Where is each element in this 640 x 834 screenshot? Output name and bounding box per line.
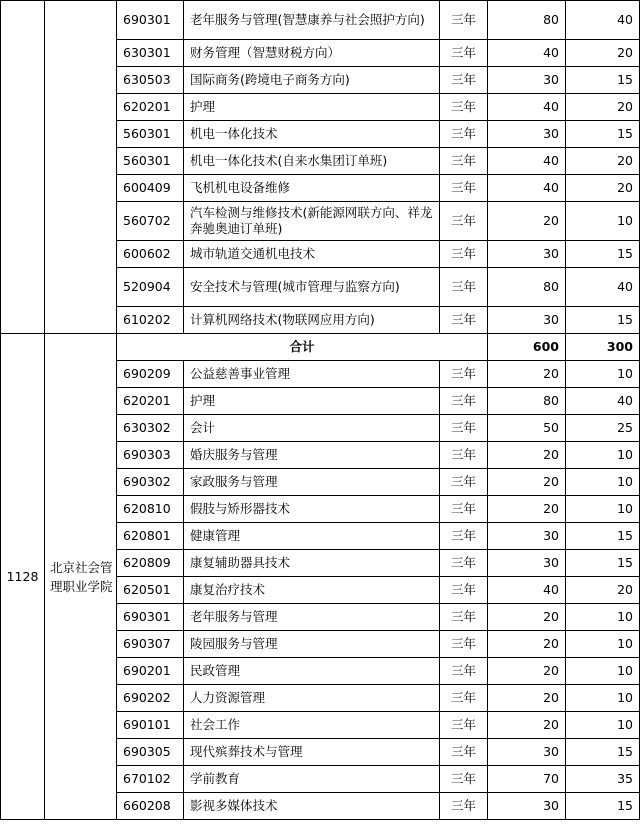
sub-count-cell: 25 xyxy=(566,415,640,442)
major-code-cell: 670102 xyxy=(117,766,184,793)
plan-count-cell: 20 xyxy=(488,361,566,388)
major-name-cell: 机电一体化技术(自来水集团订单班) xyxy=(184,148,440,175)
sub-count-cell: 20 xyxy=(566,94,640,121)
major-name-cell: 影视多媒体技术 xyxy=(184,793,440,820)
major-name-cell: 老年服务与管理 xyxy=(184,604,440,631)
major-code-cell: 620201 xyxy=(117,94,184,121)
seq-number-cell: 1128 xyxy=(1,334,45,820)
plan-count-cell: 30 xyxy=(488,550,566,577)
duration-cell: 三年 xyxy=(440,148,488,175)
major-code-cell: 690302 xyxy=(117,469,184,496)
plan-count-cell: 40 xyxy=(488,175,566,202)
major-name-cell: 护理 xyxy=(184,388,440,415)
major-name-cell: 公益慈善事业管理 xyxy=(184,361,440,388)
duration-cell: 三年 xyxy=(440,442,488,469)
plan-count-cell: 30 xyxy=(488,793,566,820)
major-name-cell: 机电一体化技术 xyxy=(184,121,440,148)
major-name-cell: 现代殡葬技术与管理 xyxy=(184,739,440,766)
plan-count-cell: 80 xyxy=(488,1,566,40)
major-name-cell: 会计 xyxy=(184,415,440,442)
major-name-cell: 婚庆服务与管理 xyxy=(184,442,440,469)
major-code-cell: 690305 xyxy=(117,739,184,766)
duration-cell: 三年 xyxy=(440,739,488,766)
major-code-cell: 560301 xyxy=(117,148,184,175)
major-name-cell: 飞机机电设备维修 xyxy=(184,175,440,202)
sub-count-cell: 10 xyxy=(566,442,640,469)
plan-count-cell: 40 xyxy=(488,40,566,67)
plan-count-cell: 20 xyxy=(488,202,566,241)
major-code-cell: 630503 xyxy=(117,67,184,94)
plan-count-cell: 20 xyxy=(488,442,566,469)
duration-cell: 三年 xyxy=(440,415,488,442)
sub-count-cell: 10 xyxy=(566,202,640,241)
duration-cell: 三年 xyxy=(440,67,488,94)
duration-cell: 三年 xyxy=(440,550,488,577)
major-name-cell: 民政管理 xyxy=(184,658,440,685)
table-body xyxy=(1,1,640,820)
plan-count-cell: 40 xyxy=(488,94,566,121)
sub-count-cell: 15 xyxy=(566,121,640,148)
plan-count-cell: 30 xyxy=(488,67,566,94)
duration-cell: 三年 xyxy=(440,361,488,388)
major-name-cell: 人力资源管理 xyxy=(184,685,440,712)
prev-seq-cell xyxy=(1,1,45,334)
major-name-cell: 家政服务与管理 xyxy=(184,469,440,496)
total-sub-cell: 300 xyxy=(566,334,640,361)
major-name-cell: 康复治疗技术 xyxy=(184,577,440,604)
sub-count-cell: 15 xyxy=(566,550,640,577)
major-code-cell: 620801 xyxy=(117,523,184,550)
sub-count-cell: 15 xyxy=(566,67,640,94)
plan-count-cell: 20 xyxy=(488,712,566,739)
major-code-cell: 690101 xyxy=(117,712,184,739)
sub-count-cell: 10 xyxy=(566,604,640,631)
total-plan-cell: 600 xyxy=(488,334,566,361)
major-code-cell: 690307 xyxy=(117,631,184,658)
institution-name-cell: 北京社会管理职业学院 xyxy=(45,334,117,820)
major-code-cell: 690303 xyxy=(117,442,184,469)
plan-count-cell: 70 xyxy=(488,766,566,793)
major-code-cell: 610202 xyxy=(117,307,184,334)
sub-count-cell: 40 xyxy=(566,268,640,307)
major-name-cell: 国际商务(跨境电子商务方向) xyxy=(184,67,440,94)
plan-count-cell: 20 xyxy=(488,685,566,712)
duration-cell: 三年 xyxy=(440,577,488,604)
sub-count-cell: 20 xyxy=(566,148,640,175)
duration-cell: 三年 xyxy=(440,94,488,121)
table-row xyxy=(1,1,640,40)
major-code-cell: 620501 xyxy=(117,577,184,604)
major-code-cell: 690202 xyxy=(117,685,184,712)
major-name-cell: 安全技术与管理(城市管理与监察方向) xyxy=(184,268,440,307)
sub-count-cell: 15 xyxy=(566,793,640,820)
duration-cell: 三年 xyxy=(440,121,488,148)
duration-cell: 三年 xyxy=(440,766,488,793)
major-name-cell: 汽车检测与维修技术(新能源网联方向、祥龙奔驰奥迪订单班) xyxy=(184,202,440,241)
sub-count-cell: 10 xyxy=(566,712,640,739)
total-row xyxy=(1,334,640,361)
sub-count-cell: 40 xyxy=(566,388,640,415)
duration-cell: 三年 xyxy=(440,469,488,496)
plan-count-cell: 30 xyxy=(488,241,566,268)
sub-count-cell: 10 xyxy=(566,685,640,712)
plan-count-cell: 30 xyxy=(488,739,566,766)
duration-cell: 三年 xyxy=(440,175,488,202)
major-code-cell: 520904 xyxy=(117,268,184,307)
duration-cell: 三年 xyxy=(440,604,488,631)
plan-count-cell: 40 xyxy=(488,148,566,175)
sub-count-cell: 10 xyxy=(566,469,640,496)
sub-count-cell: 15 xyxy=(566,241,640,268)
major-name-cell: 城市轨道交通机电技术 xyxy=(184,241,440,268)
sub-count-cell: 10 xyxy=(566,631,640,658)
duration-cell: 三年 xyxy=(440,523,488,550)
major-code-cell: 600602 xyxy=(117,241,184,268)
plan-count-cell: 20 xyxy=(488,496,566,523)
major-code-cell: 620809 xyxy=(117,550,184,577)
duration-cell: 三年 xyxy=(440,496,488,523)
sub-count-cell: 15 xyxy=(566,523,640,550)
duration-cell: 三年 xyxy=(440,388,488,415)
major-code-cell: 630302 xyxy=(117,415,184,442)
sub-count-cell: 10 xyxy=(566,496,640,523)
sub-count-cell: 20 xyxy=(566,577,640,604)
duration-cell: 三年 xyxy=(440,241,488,268)
sub-count-cell: 15 xyxy=(566,307,640,334)
plan-count-cell: 20 xyxy=(488,469,566,496)
major-name-cell: 陵园服务与管理 xyxy=(184,631,440,658)
major-name-cell: 健康管理 xyxy=(184,523,440,550)
plan-count-cell: 20 xyxy=(488,631,566,658)
duration-cell: 三年 xyxy=(440,685,488,712)
major-code-cell: 630301 xyxy=(117,40,184,67)
duration-cell: 三年 xyxy=(440,658,488,685)
plan-count-cell: 30 xyxy=(488,523,566,550)
sub-count-cell: 20 xyxy=(566,175,640,202)
major-name-cell: 护理 xyxy=(184,94,440,121)
major-code-cell: 600409 xyxy=(117,175,184,202)
major-code-cell: 660208 xyxy=(117,793,184,820)
duration-cell: 三年 xyxy=(440,202,488,241)
plan-count-cell: 20 xyxy=(488,658,566,685)
major-name-cell: 学前教育 xyxy=(184,766,440,793)
duration-cell: 三年 xyxy=(440,631,488,658)
prev-institution-cell xyxy=(45,1,117,334)
sub-count-cell: 35 xyxy=(566,766,640,793)
plan-count-cell: 30 xyxy=(488,121,566,148)
major-code-cell: 560702 xyxy=(117,202,184,241)
plan-count-cell: 50 xyxy=(488,415,566,442)
major-code-cell: 620810 xyxy=(117,496,184,523)
major-name-cell: 康复辅助器具技术 xyxy=(184,550,440,577)
duration-cell: 三年 xyxy=(440,268,488,307)
major-code-cell: 690201 xyxy=(117,658,184,685)
major-code-cell: 690209 xyxy=(117,361,184,388)
major-name-cell: 假肢与矫形器技术 xyxy=(184,496,440,523)
sub-count-cell: 20 xyxy=(566,40,640,67)
duration-cell: 三年 xyxy=(440,40,488,67)
major-code-cell: 560301 xyxy=(117,121,184,148)
plan-count-cell: 80 xyxy=(488,268,566,307)
major-code-cell: 690301 xyxy=(117,604,184,631)
sub-count-cell: 15 xyxy=(566,739,640,766)
major-name-cell: 老年服务与管理(智慧康养与社会照护方向) xyxy=(184,1,440,40)
duration-cell: 三年 xyxy=(440,793,488,820)
duration-cell: 三年 xyxy=(440,712,488,739)
plan-count-cell: 40 xyxy=(488,577,566,604)
sub-count-cell: 10 xyxy=(566,361,640,388)
major-name-cell: 财务管理（智慧财税方向） xyxy=(184,40,440,67)
major-code-cell: 620201 xyxy=(117,388,184,415)
sub-count-cell: 10 xyxy=(566,658,640,685)
major-name-cell: 社会工作 xyxy=(184,712,440,739)
sub-count-cell: 40 xyxy=(566,1,640,40)
plan-count-cell: 80 xyxy=(488,388,566,415)
duration-cell: 三年 xyxy=(440,1,488,40)
duration-cell: 三年 xyxy=(440,307,488,334)
major-name-cell: 计算机网络技术(物联网应用方向) xyxy=(184,307,440,334)
major-code-cell: 690301 xyxy=(117,1,184,40)
plan-count-cell: 30 xyxy=(488,307,566,334)
plan-count-cell: 20 xyxy=(488,604,566,631)
total-label-cell: 合计 xyxy=(117,334,488,361)
